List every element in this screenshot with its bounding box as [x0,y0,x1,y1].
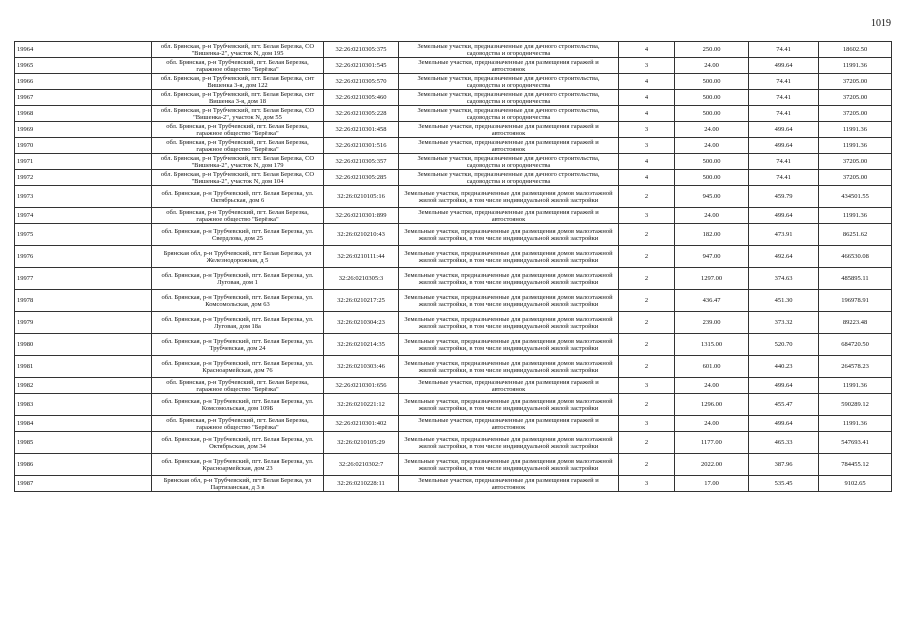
land-use-cell: Земельные участки, предназначенные для размещения домов малоэтажной жилой застройки, в том числе индивидуальной жилой застройки [399,312,619,334]
area-cell: 24.00 [675,122,749,138]
cadastral-value-cell: 86251.62 [819,224,892,246]
row-number: 19967 [15,90,152,106]
row-number: 19975 [15,224,152,246]
land-use-cell: Земельные участки, предназначенные для размещения домов малоэтажной жилой застройки, в том числе индивидуальной жилой застройки [399,356,619,378]
area-cell: 945.00 [675,186,749,208]
table-row [15,378,892,394]
cadastral-value-cell: 434501.55 [819,186,892,208]
cadastral-number-cell: 32:26:0210303:46 [324,356,399,378]
table-row [15,74,892,90]
cadastral-value-cell: 37205.00 [819,90,892,106]
cadastral-number-cell: 32:26:0210305:375 [324,42,399,58]
cadastral-value-table [14,41,892,492]
land-use-cell: Земельные участки, предназначенные для размещения гаражей и автостоянок [399,416,619,432]
row-number: 19971 [15,154,152,170]
row-number: 19977 [15,268,152,290]
cadastral-number-cell: 32:26:0210105:16 [324,186,399,208]
table-row [15,290,892,312]
area-cell: 1297.00 [675,268,749,290]
specific-value-cell: 74.41 [749,90,819,106]
land-use-cell: Земельные участки, предназначенные для размещения гаражей и автостоянок [399,122,619,138]
area-cell: 239.00 [675,312,749,334]
group-cell: 4 [619,74,675,90]
land-use-cell: Земельные участки, предназначенные для дачного строительства, садоводства и огородничества [399,42,619,58]
cadastral-value-cell: 11991.36 [819,378,892,394]
land-use-cell: Земельные участки, предназначенные для размещения домов малоэтажной жилой застройки, в том числе индивидуальной жилой застройки [399,186,619,208]
row-number: 19970 [15,138,152,154]
row-number: 19976 [15,246,152,268]
land-use-cell: Земельные участки, предназначенные для дачного строительства, садоводства и огородничества [399,106,619,122]
row-number: 19973 [15,186,152,208]
cadastral-value-cell: 264578.23 [819,356,892,378]
cadastral-number-cell: 32:26:0210228:11 [324,476,399,492]
specific-value-cell: 499.64 [749,58,819,74]
row-number: 19968 [15,106,152,122]
area-cell: 24.00 [675,208,749,224]
land-use-cell: Земельные участки, предназначенные для размещения гаражей и автостоянок [399,378,619,394]
table-row [15,58,892,74]
specific-value-cell: 499.64 [749,138,819,154]
address-cell: обл. Брянская, р-н Трубчевский, пгт. Белая Березка, ул. Красноармейская, дом 23 [152,454,324,476]
land-use-cell: Земельные участки, предназначенные для дачного строительства, садоводства и огородничества [399,154,619,170]
group-cell: 4 [619,154,675,170]
row-number: 19974 [15,208,152,224]
table-row [15,224,892,246]
cadastral-number-cell: 32:26:0210301:656 [324,378,399,394]
specific-value-cell: 520.70 [749,334,819,356]
specific-value-cell: 440.23 [749,356,819,378]
specific-value-cell: 451.30 [749,290,819,312]
cadastral-number-cell: 32:26:0210305:460 [324,90,399,106]
area-cell: 182.00 [675,224,749,246]
address-cell: обл. Брянская, р-н Трубчевский, пгт. Белая Березка, гаражное общество "Берёзка" [152,208,324,224]
group-cell: 4 [619,42,675,58]
area-cell: 24.00 [675,378,749,394]
land-use-cell: Земельные участки, предназначенные для дачного строительства, садоводства и огородничества [399,90,619,106]
address-cell: обл. Брянская, р-н Трубчевский, пгт. Белая Березка, ул. Луговая, дом 18а [152,312,324,334]
cadastral-number-cell: 32:26:0210111:44 [324,246,399,268]
land-use-cell: Земельные участки, предназначенные для дачного строительства, садоводства и огородничества [399,74,619,90]
table-row [15,186,892,208]
area-cell: 1177.00 [675,432,749,454]
specific-value-cell: 74.41 [749,170,819,186]
table-row [15,394,892,416]
group-cell: 4 [619,90,675,106]
land-use-cell: Земельные участки, предназначенные для размещения домов малоэтажной жилой застройки, в том числе индивидуальной жилой застройки [399,394,619,416]
group-cell: 3 [619,476,675,492]
address-cell: обл. Брянская, р-н Трубчевский, пгт. Белая Березка, ул. Красноармейская, дом 76 [152,356,324,378]
row-number: 19981 [15,356,152,378]
cadastral-number-cell: 32:26:0210305:3 [324,268,399,290]
cadastral-value-cell: 784455.12 [819,454,892,476]
land-use-cell: Земельные участки, предназначенные для размещения гаражей и автостоянок [399,58,619,74]
cadastral-number-cell: 32:26:0210301:458 [324,122,399,138]
area-cell: 436.47 [675,290,749,312]
row-number: 19964 [15,42,152,58]
area-cell: 1315.00 [675,334,749,356]
address-cell: обл. Брянская, р-н Трубчевский, пгт. Белая Березка, гаражное общество "Берёзка" [152,378,324,394]
address-cell: обл. Брянская, р-н Трубчевский, пгт. Белая Березка, ул. Свердлова, дом 25 [152,224,324,246]
cadastral-value-cell: 37205.00 [819,74,892,90]
row-number: 19985 [15,432,152,454]
row-number: 19983 [15,394,152,416]
specific-value-cell: 74.41 [749,106,819,122]
specific-value-cell: 499.64 [749,378,819,394]
specific-value-cell: 492.64 [749,246,819,268]
address-cell: обл. Брянская, р-н Трубчевский, пгт. Белая Березка, ул. Комсомольская, дом 63 [152,290,324,312]
address-cell: обл. Брянская, р-н Трубчевский, пгт. Белая Березка, ул. Октябрьская, дом 6 [152,186,324,208]
table-row [15,312,892,334]
row-number: 19966 [15,74,152,90]
cadastral-value-cell: 590289.12 [819,394,892,416]
specific-value-cell: 535.45 [749,476,819,492]
area-cell: 500.00 [675,170,749,186]
cadastral-value-cell: 9102.65 [819,476,892,492]
area-cell: 601.00 [675,356,749,378]
table-row [15,454,892,476]
area-cell: 24.00 [675,138,749,154]
address-cell: обл. Брянская, р-н Трубчевский, пгт. Белая Березка, ул. Трубчевская, дом 24 [152,334,324,356]
table-row [15,246,892,268]
cadastral-value-cell: 89223.48 [819,312,892,334]
land-use-cell: Земельные участки, предназначенные для размещения домов малоэтажной жилой застройки, в том числе индивидуальной жилой застройки [399,290,619,312]
cadastral-value-cell: 37205.00 [819,106,892,122]
table-row [15,476,892,492]
group-cell: 3 [619,208,675,224]
group-cell: 2 [619,186,675,208]
specific-value-cell: 374.63 [749,268,819,290]
land-use-cell: Земельные участки, предназначенные для размещения домов малоэтажной жилой застройки, в том числе индивидуальной жилой застройки [399,432,619,454]
row-number: 19965 [15,58,152,74]
cadastral-value-cell: 11991.36 [819,208,892,224]
cadastral-number-cell: 32:26:0210301:899 [324,208,399,224]
group-cell: 2 [619,334,675,356]
specific-value-cell: 459.79 [749,186,819,208]
cadastral-number-cell: 32:26:0210214:35 [324,334,399,356]
area-cell: 500.00 [675,106,749,122]
specific-value-cell: 387.96 [749,454,819,476]
row-number: 19987 [15,476,152,492]
area-cell: 500.00 [675,74,749,90]
table-row [15,356,892,378]
specific-value-cell: 373.32 [749,312,819,334]
cadastral-number-cell: 32:26:0210304:23 [324,312,399,334]
area-cell: 24.00 [675,58,749,74]
row-number: 19984 [15,416,152,432]
row-number: 19969 [15,122,152,138]
group-cell: 3 [619,416,675,432]
cadastral-value-cell: 11991.36 [819,138,892,154]
specific-value-cell: 499.64 [749,122,819,138]
land-use-cell: Земельные участки, предназначенные для размещения домов малоэтажной жилой застройки, в том числе индивидуальной жилой застройки [399,268,619,290]
cadastral-number-cell: 32:26:0210305:357 [324,154,399,170]
land-use-cell: Земельные участки, предназначенные для размещения домов малоэтажной жилой застройки, в том числе индивидуальной жилой застройки [399,334,619,356]
specific-value-cell: 499.64 [749,416,819,432]
group-cell: 4 [619,106,675,122]
area-cell: 250.00 [675,42,749,58]
table-row [15,208,892,224]
land-use-cell: Земельные участки, предназначенные для размещения гаражей и автостоянок [399,476,619,492]
group-cell: 2 [619,356,675,378]
page-number: 1019 [871,18,891,29]
cadastral-number-cell: 32:26:0210105:29 [324,432,399,454]
area-cell: 947.00 [675,246,749,268]
specific-value-cell: 74.41 [749,42,819,58]
address-cell: обл. Брянская, р-н Трубчевский, пгт. Белая Березка, СО "Вишенка-2", участок N, дом 55 [152,106,324,122]
table-row [15,154,892,170]
land-use-cell: Земельные участки, предназначенные для дачного строительства, садоводства и огородничества [399,170,619,186]
group-cell: 2 [619,454,675,476]
table-row [15,90,892,106]
cadastral-value-cell: 37205.00 [819,170,892,186]
cadastral-value-cell: 11991.36 [819,416,892,432]
cadastral-number-cell: 32:26:0210301:516 [324,138,399,154]
group-cell: 2 [619,246,675,268]
cadastral-value-cell: 11991.36 [819,58,892,74]
address-cell: обл. Брянская, р-н Трубчевский, пгт. Белая Березка, СО "Вишенка-2", участок N, дом 195 [152,42,324,58]
cadastral-number-cell: 32:26:0210221:12 [324,394,399,416]
specific-value-cell: 499.64 [749,208,819,224]
address-cell: обл. Брянская, р-н Трубчевский, пгт. Белая Березка, гаражное общество "Берёзка" [152,58,324,74]
group-cell: 3 [619,138,675,154]
address-cell: обл. Брянская, р-н Трубчевский, пгт. Белая Березка, ул. Луговая, дом 1 [152,268,324,290]
table-row [15,106,892,122]
specific-value-cell: 74.41 [749,74,819,90]
cadastral-number-cell: 32:26:0210301:402 [324,416,399,432]
group-cell: 3 [619,122,675,138]
group-cell: 3 [619,58,675,74]
table-row [15,170,892,186]
group-cell: 3 [619,378,675,394]
area-cell: 1296.00 [675,394,749,416]
row-number: 19986 [15,454,152,476]
table-row [15,334,892,356]
address-cell: обл. Брянская, р-н Трубчевский, пгт. Белая Березка, снт Вишенка 3-я, дом 18 [152,90,324,106]
cadastral-value-cell: 18602.50 [819,42,892,58]
specific-value-cell: 455.47 [749,394,819,416]
address-cell: обл. Брянская, р-н Трубчевский, пгт. Белая Березка, снт Вишенка 3-я, дом 122 [152,74,324,90]
cadastral-number-cell: 32:26:0210301:545 [324,58,399,74]
area-cell: 24.00 [675,416,749,432]
specific-value-cell: 74.41 [749,154,819,170]
cadastral-number-cell: 32:26:0210305:570 [324,74,399,90]
cadastral-value-cell: 11991.36 [819,122,892,138]
cadastral-number-cell: 32:26:0210305:228 [324,106,399,122]
group-cell: 2 [619,432,675,454]
row-number: 19979 [15,312,152,334]
group-cell: 2 [619,290,675,312]
cadastral-number-cell: 32:26:0210305:285 [324,170,399,186]
address-cell: обл. Брянская, р-н Трубчевский, пгт. Белая Березка, ул. Комсомольская, дом 109Б [152,394,324,416]
address-cell: Брянская обл, р-н Трубчевский, пгт Белая Березка, ул Партизанская, д 3 в [152,476,324,492]
cadastral-value-cell: 684720.50 [819,334,892,356]
address-cell: обл. Брянская, р-н Трубчевский, пгт. Белая Березка, СО "Вишенка-2", участок N, дом 104 [152,170,324,186]
table-row [15,138,892,154]
area-cell: 500.00 [675,154,749,170]
table-row [15,432,892,454]
group-cell: 2 [619,312,675,334]
group-cell: 2 [619,224,675,246]
cadastral-value-cell: 547693.41 [819,432,892,454]
cadastral-value-cell: 485895.11 [819,268,892,290]
cadastral-value-cell: 37205.00 [819,154,892,170]
land-use-cell: Земельные участки, предназначенные для размещения домов малоэтажной жилой застройки, в том числе индивидуальной жилой застройки [399,454,619,476]
cadastral-number-cell: 32:26:0210217:25 [324,290,399,312]
group-cell: 2 [619,268,675,290]
address-cell: обл. Брянская, р-н Трубчевский, пгт. Белая Березка, гаражное общество "Берёзка" [152,416,324,432]
group-cell: 4 [619,170,675,186]
cadastral-number-cell: 32:26:0210210:43 [324,224,399,246]
row-number: 19982 [15,378,152,394]
cadastral-value-cell: 196978.91 [819,290,892,312]
row-number: 19978 [15,290,152,312]
address-cell: Брянская обл, р-н Трубчевский, пгт Белая Березка, ул Железнодорожная, д 5 [152,246,324,268]
address-cell: обл. Брянская, р-н Трубчевский, пгт. Белая Березка, гаражное общество "Берёзка" [152,122,324,138]
area-cell: 17.00 [675,476,749,492]
cadastral-value-cell: 466530.08 [819,246,892,268]
group-cell: 2 [619,394,675,416]
table-row [15,416,892,432]
table-row [15,268,892,290]
area-cell: 2022.00 [675,454,749,476]
land-use-cell: Земельные участки, предназначенные для размещения гаражей и автостоянок [399,208,619,224]
row-number: 19980 [15,334,152,356]
land-use-cell: Земельные участки, предназначенные для размещения домов малоэтажной жилой застройки, в том числе индивидуальной жилой застройки [399,224,619,246]
specific-value-cell: 473.91 [749,224,819,246]
address-cell: обл. Брянская, р-н Трубчевский, пгт. Белая Березка, ул. Октябрьская, дом 34 [152,432,324,454]
area-cell: 500.00 [675,90,749,106]
land-use-cell: Земельные участки, предназначенные для размещения гаражей и автостоянок [399,138,619,154]
specific-value-cell: 465.33 [749,432,819,454]
table-row [15,42,892,58]
address-cell: обл. Брянская, р-н Трубчевский, пгт. Белая Березка, гаражное общество "Берёзка" [152,138,324,154]
row-number: 19972 [15,170,152,186]
table-row [15,122,892,138]
cadastral-number-cell: 32:26:0210302:7 [324,454,399,476]
land-use-cell: Земельные участки, предназначенные для размещения домов малоэтажной жилой застройки, в том числе индивидуальной жилой застройки [399,246,619,268]
address-cell: обл. Брянская, р-н Трубчевский, пгт. Белая Березка, СО "Вишенка-2", участок N, дом 179 [152,154,324,170]
